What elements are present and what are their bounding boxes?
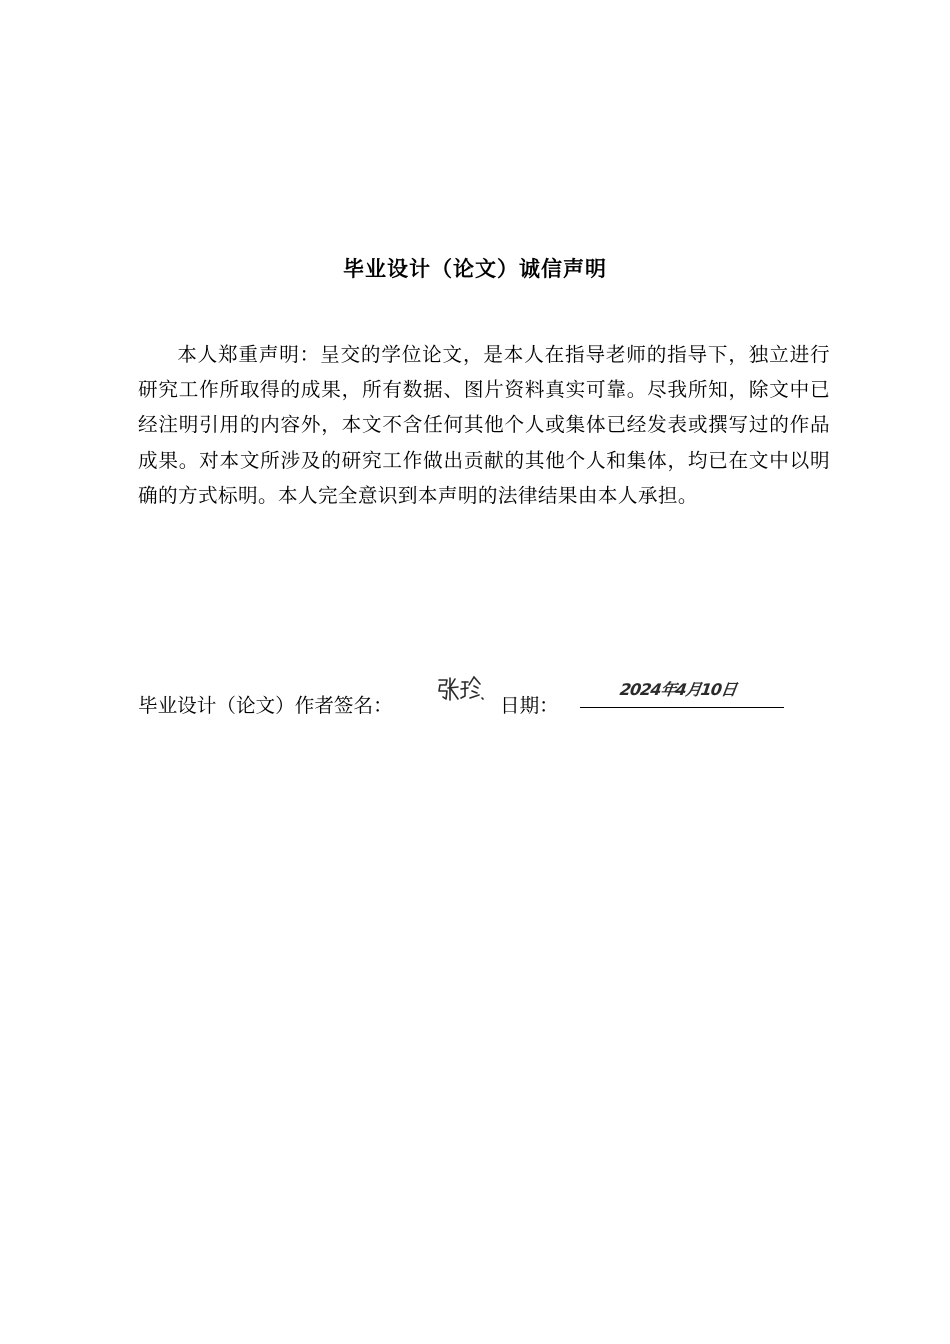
- handwritten-signature: [436, 674, 486, 706]
- date-label: 日期：: [500, 694, 559, 717]
- signature-row: [138, 680, 838, 724]
- signature-label: 毕业设计（论文）作者签名：: [138, 694, 393, 717]
- date-underline: [580, 707, 784, 708]
- declaration-paragraph: 本人郑重声明：呈交的学位论文，是本人在指导老师的指导下，独立进行研究工作所取得的成果，所有数据、图片资料真实可靠。尽我所知，除文中已经注明引用的内容外，本文不含任何其他个人或集体已经发表或撰写过的作品成果。对本文所涉及的研究工作做出贡献的其他个人和集体，均已在文中以明确的方式标明。本人完全意识到本声明的法律结果由本人承担。: [138, 343, 830, 507]
- handwritten-date: 2024年4月10日: [618, 680, 738, 699]
- page-title: 毕业设计（论文）诚信声明: [343, 257, 607, 281]
